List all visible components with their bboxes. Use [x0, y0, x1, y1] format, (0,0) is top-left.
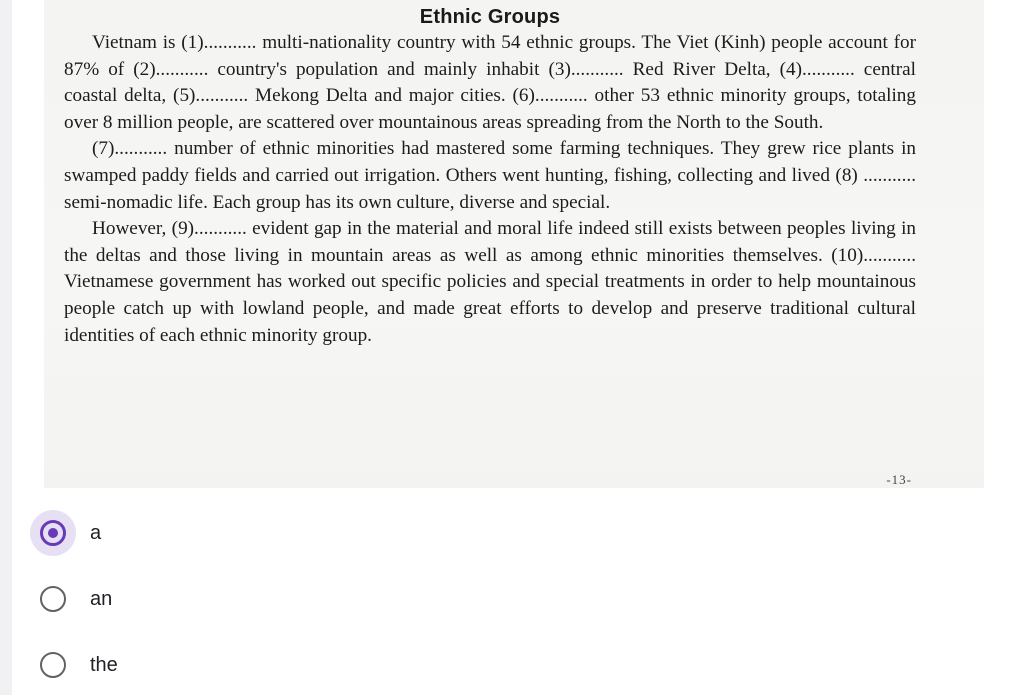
left-edge-strip	[0, 0, 12, 695]
option-label: an	[90, 587, 113, 610]
passage-paragraph-1: Vietnam is (1)........... multi-nationality country with 54 ethnic groups. The Viet (Kinh) people account for 87% of (2)........... country's population and mainly inhabit (3)........... Red River Delta, (4)........... central coastal delta, (5)........... Mekong Delta and major cities. (6)........... other 53 ethnic minority groups, totaling over 8 million people, are scattered over mountainous areas spreading from the North to the South.	[64, 32, 916, 133]
option-a[interactable]	[36, 500, 436, 566]
question-image	[44, 0, 984, 488]
passage-paragraph-2: (7)........... number of ethnic minorities had mastered some farming techniques. They grew rice plants in swamped paddy fields and carried out irrigation. Others went hunting, fishing, collecting and lived (8) ........... semi-nomadic life. Each group has its own culture, diverse and special.	[64, 138, 916, 213]
passage-text	[64, 30, 916, 349]
option-the[interactable]	[36, 632, 436, 695]
option-an[interactable]	[36, 566, 436, 632]
radio-selected-icon[interactable]	[40, 520, 66, 546]
option-label: a	[90, 521, 102, 544]
option-label: the	[90, 653, 118, 676]
page-number: -13-	[886, 472, 912, 487]
radio-unselected-icon[interactable]	[40, 586, 66, 612]
passage-paragraph-3: However, (9)........... evident gap in the material and moral life indeed still exists between peoples living in the deltas and those living in mountain areas as well as among ethnic minorities themselves. (10)........... Vietnamese government has worked out specific policies and special treatments in order to help mountainous people catch up with lowland people, and made great efforts to develop and preserve traditional cultural identities of each ethnic minority group.	[64, 218, 916, 346]
passage-title: Ethnic Groups	[419, 6, 561, 28]
answer-options	[36, 500, 436, 695]
radio-unselected-icon[interactable]	[40, 652, 66, 678]
